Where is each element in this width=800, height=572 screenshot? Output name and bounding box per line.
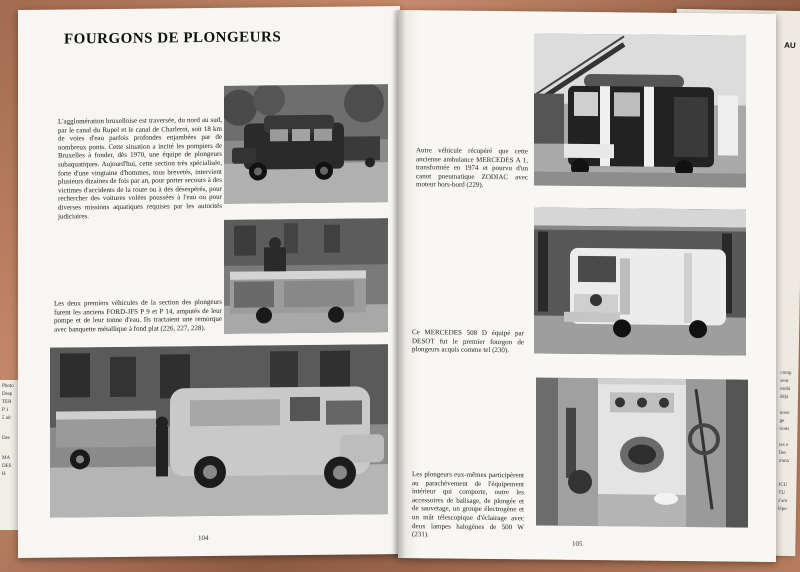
photo-ford-ambulance-with-trailer bbox=[50, 344, 388, 518]
book-gutter bbox=[392, 10, 406, 558]
underlying-page-edge: Photo Desp TER P 1 5 ait Des MA DES H bbox=[0, 380, 26, 530]
page-title: FOURGONS DE PLONGEURS bbox=[64, 29, 282, 48]
photo-ford-van-street bbox=[224, 84, 388, 204]
photo-trailer bbox=[224, 218, 388, 334]
page-number-left: 104 bbox=[198, 534, 209, 543]
photo-van-interior-equipment bbox=[536, 377, 748, 527]
caption-mercedes-ambulance: Autre véhicule récupéré que cette ancienne ambulance MERCEDES A 1, transformée en 1974 et pourvu d'un canot pneumatique ZODIAC avec moteur hors-bord (229). bbox=[416, 146, 528, 190]
background-book-tab: AU bbox=[784, 40, 796, 51]
intro-paragraph: L'agglomération bruxelloise est traversée, du nord au sud, par le canal du Rupel et le canal de Charleroi, soit 18 km de voies d'eau parfois profondes enjambées par de nombreux ponts. Cette situation a incité les pompiers de Bruxelles à fonder, dès 1970, une équipe de plongeurs subaquatiques. Aujourd'hui, cette section très spécialisée, forte d'une vingtaine d'hommes, tous brevetés, intervient plusieurs dizaines de fois par an, pour porter secours à des victimes d'accidents de la route ou à des désespérés, pour rechercher des voitures volées poussées à l'eau ou pour diverses missions aquatiques requises par les autorités judiciaires. bbox=[58, 115, 222, 221]
left-page bbox=[18, 6, 400, 558]
caption-ford-trailers: Les deux premiers véhicules de la section des plongeurs furent les anciens FORD-JFS P 9 et P 14, amputés de leur pompe et de leur tonne d'eau. Ils tractaient une remorque avec banquette métallique à fond plat (226, 227, 228). bbox=[54, 297, 222, 334]
caption-mercedes-508d: Ce MERCEDES 508 D équipé par DESOT fut le premier fourgon de plongeurs acquis comme tel (230). bbox=[412, 328, 524, 355]
photo-mercedes-508d-van bbox=[534, 207, 746, 355]
right-page bbox=[398, 10, 776, 562]
caption-interior-equipment: Les plongeurs eux-mêmes participèrent au parachèvement de l'équipement intérieur qui comporte, outre les accessoires de balisage, de plongée et de sauvetage, un groupe électrogène et un mât télescopique d'éclairage avec deux lampes halogènes de 500 W (231). bbox=[412, 470, 524, 539]
page-number-right: 105 bbox=[572, 539, 583, 548]
background-book: AU comp sent mobi déjà nove ge tions tes e lles mma JCU TU s'am lépo bbox=[667, 9, 800, 556]
photo-mercedes-ambulance-zodiac bbox=[534, 33, 746, 187]
